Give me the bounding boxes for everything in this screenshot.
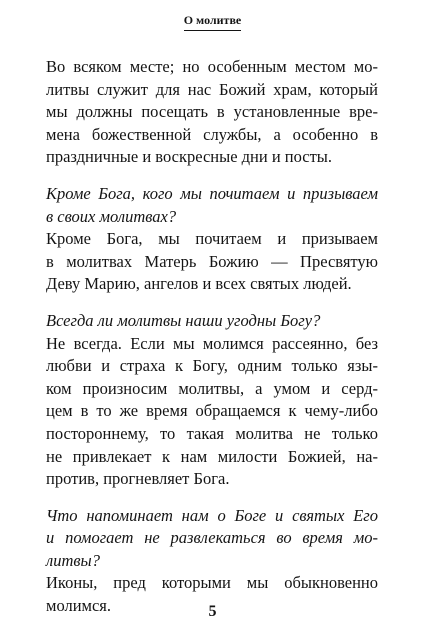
text-line: не привлекает к нам милости Божией, на- [46, 446, 378, 466]
text-line: постороннему, то такая молитва не только [46, 423, 378, 443]
text-line: мена божественной службы, а особенно в [46, 124, 378, 144]
question-paragraph [46, 505, 378, 573]
running-head-title: О молитве [184, 13, 242, 31]
text-line: молимся. [46, 596, 112, 616]
text-line: литвы служит для нас Божий храм, который [46, 79, 378, 99]
question-line: и помогает не развлекаться во время мо- [46, 528, 378, 548]
text-line: в молитвах Матерь Божию — Пресвятую [46, 251, 378, 271]
question-line: в своих молитвах? [46, 206, 177, 226]
answer-paragraph [46, 333, 378, 491]
text-line: ком произносим молитвы, а умом и серд- [46, 378, 378, 398]
text-line: Не всегда. Если мы молимся рассеянно, без [46, 333, 378, 353]
page-number: 5 [208, 603, 217, 620]
question-paragraph [46, 310, 378, 333]
text-line: Иконы, пред которыми мы обыкновенно [46, 573, 378, 593]
answer-paragraph [46, 56, 378, 169]
text-line: праздничные и воскресные дни и посты. [46, 147, 333, 167]
text-line: против, прогневляет Бога. [46, 469, 230, 489]
text-line: Во всяком месте; но особенным местом мо- [46, 57, 378, 76]
page-text [46, 56, 378, 618]
running-head [0, 13, 425, 31]
text-line: любви и страха к Богу, одним только язы- [46, 356, 378, 376]
question-line: литвы? [46, 550, 100, 570]
text-line: мы должны посещать в установленные вре- [46, 102, 378, 122]
question-line: Всегда ли молитвы наши угодны Богу? [46, 310, 321, 330]
text-line: Деву Марию, ангелов и всех святых людей. [46, 274, 352, 294]
question-paragraph [46, 183, 378, 228]
question-line: Кроме Бога, кого мы почитаем и призываем [46, 183, 378, 203]
answer-paragraph [46, 228, 378, 296]
question-line: Что напоминает нам о Боге и святых Его [46, 505, 378, 525]
text-line: цем в то же время обращаемся к чему-либо [46, 401, 378, 421]
text-line: Кроме Бога, мы почитаем и призываем [46, 229, 378, 249]
